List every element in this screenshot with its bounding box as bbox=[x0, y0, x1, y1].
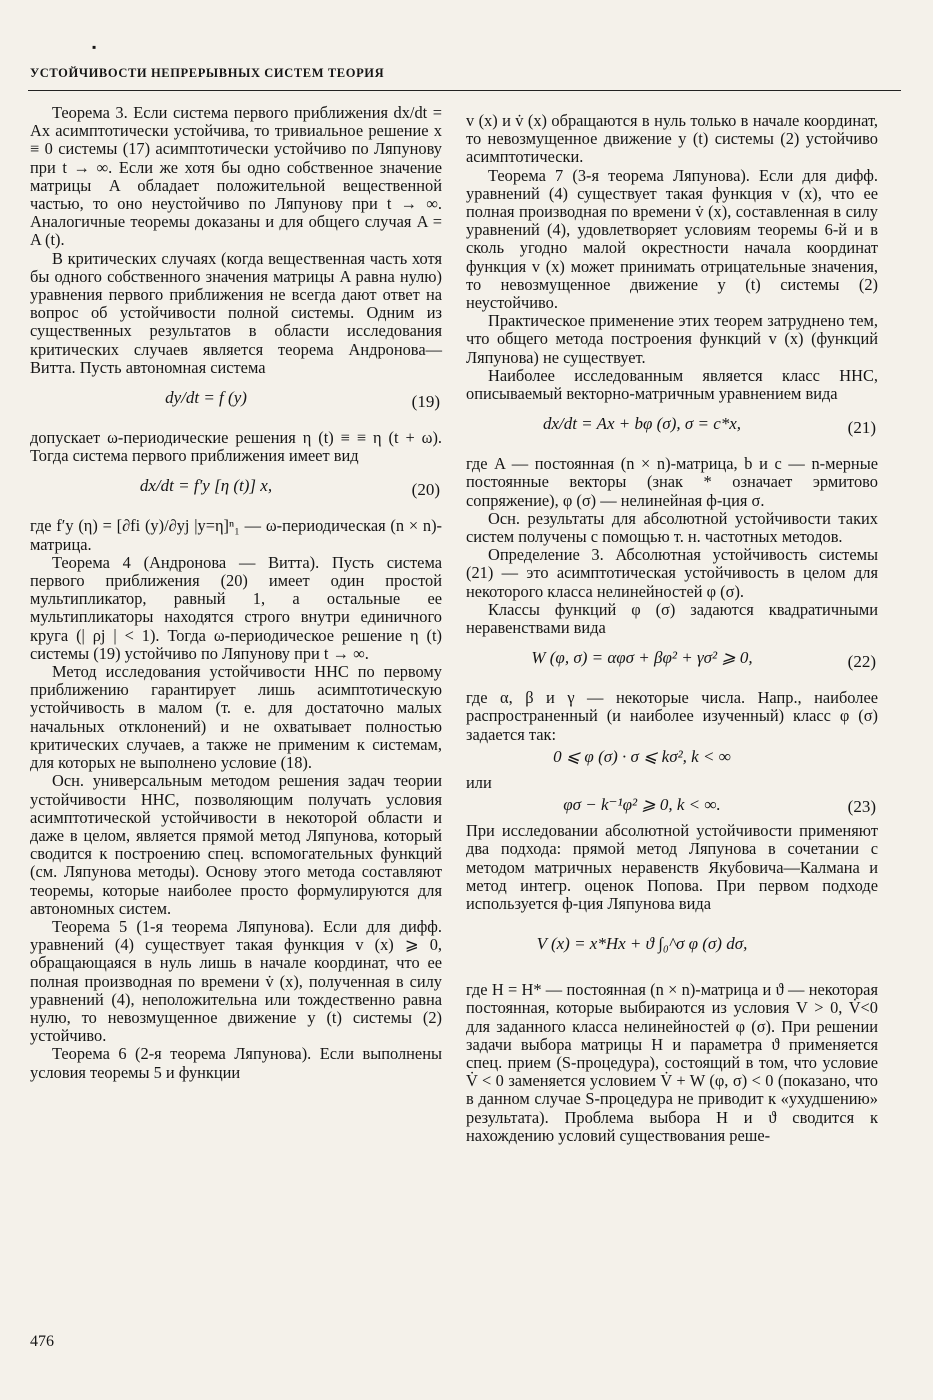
practical-application: Практическое применение этих теорем затруднено тем, что общего метода построения функций v (x) (функций Ляпунова) не существует. bbox=[466, 311, 878, 367]
header-rule bbox=[28, 90, 901, 91]
equation-20 bbox=[30, 469, 442, 513]
theorem-5: Теорема 5 (1-я теорема Ляпунова). Если для дифф. уравнений (4) существует такая функция v (x) ⩾ 0, обращающаяся в нуль лишь в начале координат, что ее полная производная по времени v̇ (x), полученная в силу уравнений (4), неположительна или тождественно равна нулю, то невозмущенное движение y (t) системы (2) устойчиво. bbox=[30, 916, 442, 1046]
equation-23b bbox=[466, 794, 878, 820]
lyapunov-function-body: V (x) = x*Hx + ϑ ∫₀^σ φ (σ) dσ, bbox=[536, 934, 748, 954]
theorem-3: Теорема 3. Если система первого приближения dx/dt = Ax асимптотически устойчива, то тривиальное решение x ≡ 0 системы (17) асимптотически устойчиво по Ляпунову при t → ∞. Если же хотя бы одно собственное значение матрицы A обладает положительной вещественной частью, то оно неустойчиво по Ляпунову при t → ∞. Аналогичные теоремы доказаны и для общего случая A = A (t). bbox=[30, 103, 442, 250]
equation-22 bbox=[466, 641, 878, 685]
right-column bbox=[466, 112, 878, 1145]
scan-mark: ▪ bbox=[92, 40, 97, 54]
function-classes: Классы функций φ (σ) задаются квадратичными неравенствами вида bbox=[466, 599, 878, 638]
left-column bbox=[30, 104, 442, 1082]
definition-3: Определение 3. Абсолютная устойчивость системы (21) — это асимптотическая устойчивость в целом для некоторого класса нелинейностей φ (σ). bbox=[466, 545, 878, 601]
equation-22-body: W (φ, σ) = αφσ + βφ² + γσ² ⩾ 0, bbox=[531, 648, 753, 668]
or-word: или bbox=[466, 772, 492, 792]
equation-21-body: dx/dt = Ax + bφ (σ), σ = c*x, bbox=[542, 414, 742, 434]
periodic-solutions-paragraph: допускает ω-периодические решения η (t) ≡ ≡ η (t + ω). Тогда система первого приближения имеет вид bbox=[30, 428, 442, 466]
equation-19-number: (19) bbox=[411, 392, 440, 412]
equation-23a bbox=[466, 746, 878, 772]
running-header: УСТОЙЧИВОСТИ НЕПРЕРЫВНЫХ СИСТЕМ ТЕОРИЯ bbox=[30, 66, 385, 80]
equation-23-number: (23) bbox=[847, 797, 876, 817]
theorem-6-start: Теорема 6 (2-я теорема Ляпунова). Если выполнены условия теоремы 5 и функции bbox=[30, 1044, 442, 1082]
jacobian-definition: где f′y (η) = [∂fi (y)/∂yj |y=η]ⁿ₁ — ω-периодическая (n × n)-матрица. bbox=[30, 516, 442, 554]
s-procedure-paragraph: где H = H* — постоянная (n × n)-матрица и ϑ — некоторая постоянная, которые выбираются из условия V > 0, V̇<0 для заданного класса нелинейностей φ (σ). При решении задачи выбора матрицы H и параметра ϑ применяется спец. прием (S-процедура), состоящий в том, что условие V̇ < 0 заменяется условием V̇ + W (φ, σ) < 0 (показано, что в данном случае S-процедура не приводит к «ухудшению» результата). Проблема выбора H и ϑ сводится к нахождению условий существования реше- bbox=[466, 980, 878, 1145]
theorem-6-end: v (x) и v̇ (x) обращаются в нуль только в начале координат, то невозмущенное движение y (t) системы (2) устойчиво асимптотически. bbox=[466, 111, 878, 167]
frequency-methods: Осн. результаты для абсолютной устойчивости таких систем получены с помощью т. н. частотных методов. bbox=[466, 508, 878, 547]
equation-21 bbox=[466, 407, 878, 451]
equation-21-number: (21) bbox=[847, 418, 876, 438]
equation-20-number: (20) bbox=[411, 480, 440, 500]
equation-23a-body: 0 ⩽ φ (σ) · σ ⩽ kσ², k < ∞ bbox=[553, 746, 731, 766]
critical-cases-paragraph: В критических случаях (когда вещественная часть хотя бы одного собственного значения матрицы A равна нулю) уравнения первого приближения не всегда дают ответ на вопрос об устойчивости полной системы. Одним из существенных результатов в области исследования критических случаев является теорема Андронова—Витта. Пусть автономная система bbox=[30, 248, 442, 377]
page-number: 476 bbox=[30, 1333, 54, 1350]
theorem-4: Теорема 4 (Андронова — Витта). Пусть система первого приближения (20) имеет один простой мультипликатор, равный 1, а остальные ее мультипликаторы находятся строго внутри единичного круга (| ρj | < 1). Тогда ω-периодическое решение η (t) системы (19) устойчиво по Ляпунову при t → ∞. bbox=[30, 552, 442, 663]
equation-19-body: dy/dt = f (y) bbox=[165, 388, 247, 408]
equation-19 bbox=[30, 381, 442, 425]
constants-paragraph: где α, β и γ — некоторые числа. Напр., наиболее распространенный (и наиболее изученный) класс φ (σ) задается так: bbox=[466, 688, 878, 744]
equation-22-number: (22) bbox=[847, 652, 876, 672]
nns-class-intro: Наиболее исследованным является класс ННС, описываемый векторно-матричным уравнением вида bbox=[466, 365, 878, 404]
equation-23b-body: φσ − k⁻¹φ² ⩾ 0, k < ∞. bbox=[563, 795, 721, 815]
two-approaches: При исследовании абсолютной устойчивости применяют два подхода: прямой метод Ляпунова в сочетании с методом матричных неравенств Якубовича—Калмана и метод интегр. оценок Попова. При первом подходе используется ф-ция Ляпунова вида bbox=[466, 821, 878, 913]
lyapunov-function-formula bbox=[466, 917, 878, 977]
matrix-definitions: где A — постоянная (n × n)-матрица, b и c — n-мерные постоянные векторы (знак * означает эрмитово сопряжение), φ (σ) — нелинейная ф-ция σ. bbox=[466, 454, 878, 510]
equation-20-body: dx/dt = f′y [η (t)] x, bbox=[139, 476, 273, 496]
theorem-7: Теорема 7 (3-я теорема Ляпунова). Если для дифф. уравнений (4) существует такая функция v (x), что ее полная производная по времени v̇ (x), составленная в силу уравнений (4), удовлетворяет условиям теоремы 6-й и в сколь угодно малой окрестности начала координат функция v (x) может принимать отрицательные значения, то невозмущенное движение y (t) системы (2) неустойчиво. bbox=[466, 165, 878, 313]
lyapunov-direct-method: Осн. универсальным методом решения задач теории устойчивости ННС, позволяющим получать условия асимптотической устойчивости в некоторой области и даже в целом, является прямой метод Ляпунова, который сводится к построению спец. вспомогательных функций (см. Ляпунова методы). Основу этого метода составляют теоремы, которые наиболее просто формулируются для автономных систем. bbox=[30, 771, 442, 918]
first-approximation-limits: Метод исследования устойчивости ННС по первому приближению гарантирует лишь асимптотическую устойчивость в малом (т. е. для достаточно малых начальных отклонений) и не охватывает полностью критических случаев, а также не применим к системам, для которых не выполнено условие (18). bbox=[30, 662, 442, 773]
